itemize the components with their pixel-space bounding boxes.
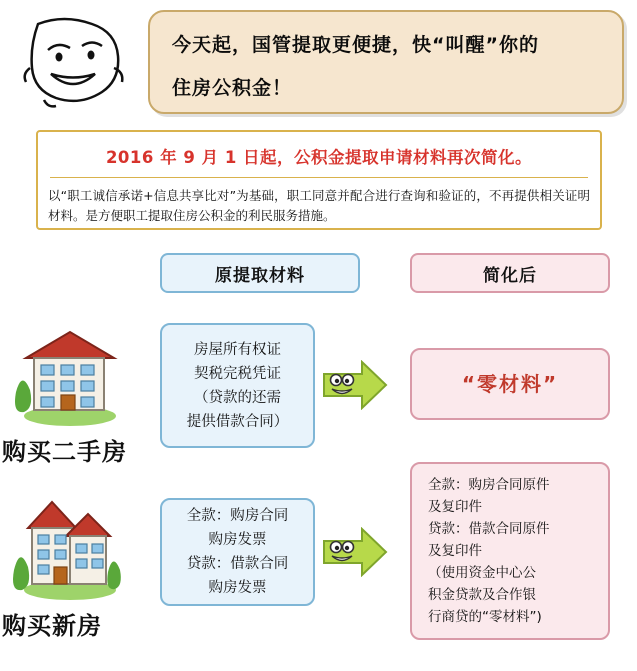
- old-material-line: 购房发票: [208, 580, 267, 596]
- header-line-2: 住房公积金！: [172, 77, 293, 99]
- smiley-arrow-right-icon: [322, 527, 388, 577]
- new-material-line: 及复印件: [428, 499, 482, 515]
- old-material-line: 购房发票: [208, 532, 267, 548]
- category-label-newhouse: 购买新房: [2, 612, 102, 640]
- house-red-roof-icon: [8, 318, 126, 428]
- new-material-line: 行商贷的“零材料”): [428, 609, 542, 625]
- house-twin-red-icon: [8, 492, 126, 602]
- notice-body: 以“职工诚信承诺+信息共享比对”为基础，职工同意并配合进行查询和验证的，不再提供相关证明材料。是方便职工提取住房公积金的利民服务措施。: [48, 188, 590, 223]
- old-material-line: 提供借款合同）: [186, 413, 289, 430]
- smiley-arrow-right-icon: [322, 360, 388, 410]
- new-material-line: 全款：购房合同原件: [428, 477, 550, 493]
- new-material-line: 积金贷款及合作银: [428, 587, 536, 603]
- zero-material-text: “零材料”: [461, 372, 559, 396]
- notice-divider: [50, 177, 588, 178]
- header-line-1: 今天起，国管提取更便捷，快“叫醒”你的: [172, 34, 539, 56]
- new-material-line: （使用资金中心公: [428, 565, 536, 581]
- notice-box: [36, 130, 602, 230]
- old-material-line: （贷款的还需: [194, 389, 281, 406]
- old-materials-box-row1: [160, 323, 315, 448]
- old-material-line: 房屋所有权证: [194, 341, 281, 358]
- category-label-secondhand: 购买二手房: [2, 438, 127, 466]
- old-material-line: 契税完税凭证: [194, 365, 281, 382]
- new-material-line: 贷款：借款合同原件: [428, 521, 550, 537]
- header-banner: [148, 10, 624, 114]
- old-material-line: 全款：购房合同: [186, 508, 289, 524]
- old-material-line: 贷款：借款合同: [186, 556, 289, 572]
- new-materials-box-row1: [410, 348, 610, 420]
- new-materials-box-row2: [410, 462, 610, 640]
- column-header-simplified: 简化后: [410, 253, 610, 293]
- smiling-face-doodle-icon: [18, 16, 136, 108]
- column-header-original: 原提取材料: [160, 253, 360, 293]
- old-materials-box-row2: [160, 498, 315, 606]
- new-material-line: 及复印件: [428, 543, 482, 559]
- notice-title: 2016 年 9 月 1 日起，公积金提取申请材料再次简化。: [105, 148, 533, 167]
